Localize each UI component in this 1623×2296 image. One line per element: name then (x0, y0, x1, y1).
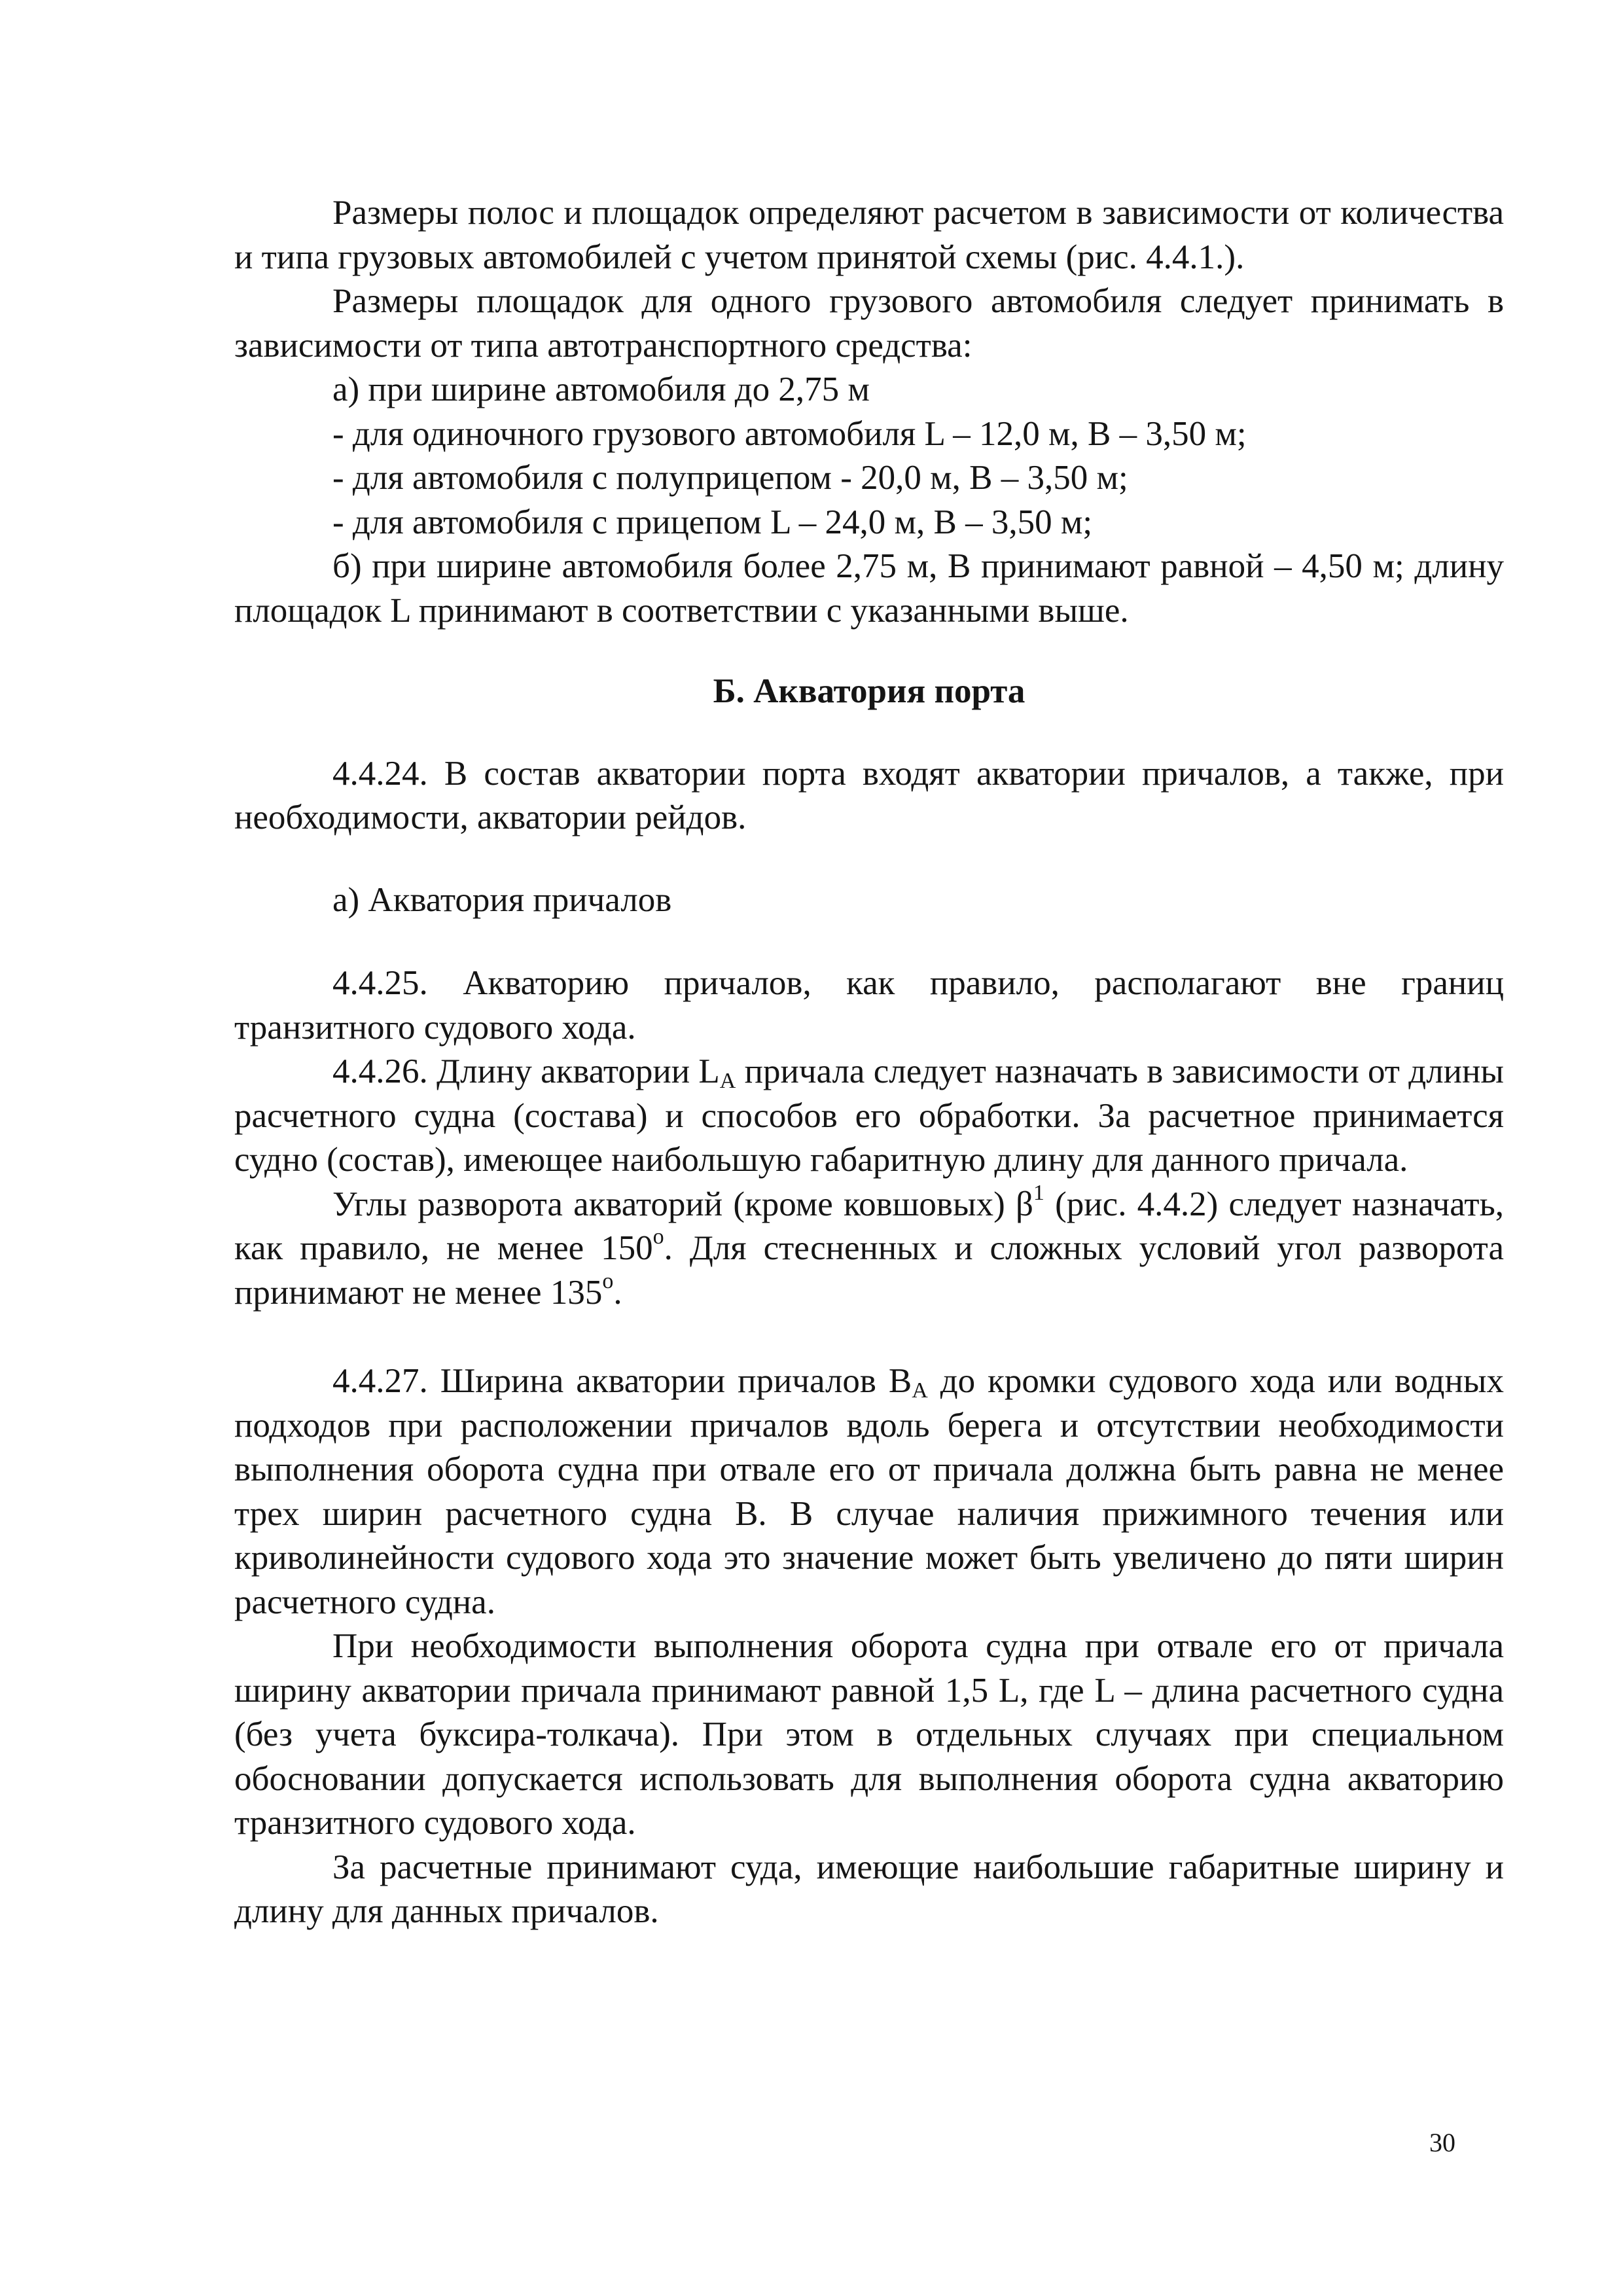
paragraph-width-over: б) при ширине автомобиля более 2,75 м, B принимают равной – 4,50 м; длину площадок L принимают в соответствии с указанными выше. (234, 547, 1504, 630)
text-run: 4.4.27. Ширина акватории причалов B (332, 1362, 912, 1400)
superscript: o (602, 1268, 614, 1293)
paragraph-4-4-26 (234, 1050, 1504, 1183)
list-item-single-truck: - для одиночного грузового автомобиля L – 12,0 м, B – 3,50 м; (332, 414, 1247, 453)
subscript: A (719, 1069, 736, 1093)
list-item-width-upto: а) при ширине автомобиля до 2,75 м (332, 370, 870, 408)
paragraph-design-vessels: За расчетные принимают суда, имеющие наибольшие габаритные ширину и длину для данных причалов. (234, 1848, 1504, 1930)
paragraph-platform-sizes: Размеры площадок для одного грузового автомобиля следует принимать в зависимости от типа автотранспортного средства: (234, 282, 1504, 365)
paragraph-turn-angles (234, 1180, 1505, 1316)
page-body (234, 191, 1504, 1934)
paragraph-4-4-27 (234, 1359, 1504, 1624)
text-run: до кромки судового хода или водных подходов при расположении причалов вдоль берега и отсутствии необходимости выполнения оборота судна при отвале его от причала должна быть равна не менее трех ширин расчетного судна B. В случае наличия прижимного течения или криволинейности судового хода это значение может быть увеличено до пяти ширин расчетного судна. (234, 1362, 1504, 1621)
paragraph-4-4-24: 4.4.24. В состав акватории порта входят акватории причалов, а также, при необходимости, акватории рейдов. (234, 754, 1504, 836)
subscript: A (912, 1378, 928, 1403)
section-heading: Б. Акватория порта (713, 672, 1026, 710)
subsection-heading: а) Акватория причалов (332, 880, 672, 919)
paragraph-turning-width: При необходимости выполнения оборота судна при отвале его от причала ширину акватории причала принимают равной 1,5 L, где L – длина расчетного судна (без учета буксира-толкача). При этом в отдельных случаях при специальном обосновании допускается использовать для выполнения оборота судна акваторию транзитного судового хода. (234, 1627, 1504, 1842)
list-item-trailer: - для автомобиля с прицепом L – 24,0 м, B – 3,50 м; (332, 503, 1093, 541)
superscript: o (652, 1225, 664, 1249)
text-run: . Для стесненных и сложных условий угол разворота принимают не менее 135 (234, 1229, 1504, 1312)
superscript: 1 (1033, 1180, 1044, 1205)
text-run: (рис. 4.4.2) следует назначать, как правило, не менее 150 (234, 1185, 1505, 1267)
text-run: 4.4.26. Длину акватории L (332, 1052, 720, 1090)
page-number: 30 (1429, 2128, 1455, 2157)
list-item-semitrailer: - для автомобиля с полуприцепом - 20,0 м, B – 3,50 м; (332, 459, 1128, 497)
paragraph-4-4-25: 4.4.25. Акваторию причалов, как правило, располагают вне границ транзитного судового хода. (234, 964, 1504, 1047)
text-run: причала следует назначать в зависимости от длины расчетного судна (состава) и способов его обработки. За расчетное принимается судно (состав), имеющее наибольшую габаритную длину для данного причала. (234, 1052, 1504, 1179)
text-run: Углы разворота акваторий (кроме ковшовых) β (332, 1185, 1033, 1223)
text-run: . (613, 1273, 622, 1312)
paragraph-strip-sizes: Размеры полос и площадок определяют расчетом в зависимости от количества и типа грузовых автомобилей с учетом принятой схемы (рис. 4.4.1.). (234, 194, 1504, 276)
